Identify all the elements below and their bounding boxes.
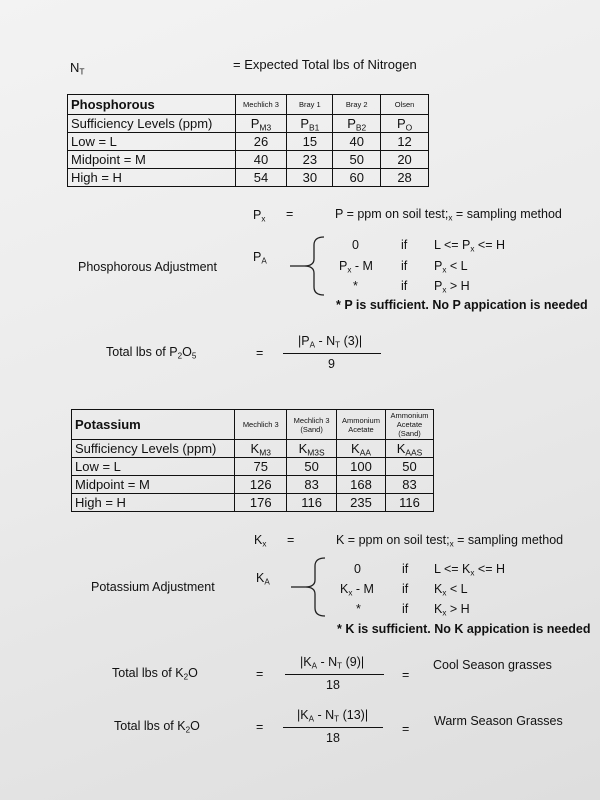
column-header: Bray 1	[287, 95, 333, 115]
case-value: 0	[354, 562, 361, 576]
table-cell: 50	[287, 458, 337, 476]
case-condition: $L <= K_x <= H$	[434, 562, 506, 578]
table-title: Potassium	[72, 410, 235, 440]
table-row	[68, 133, 429, 151]
left-brace-icon	[288, 235, 328, 297]
column-header: Mechlich 3	[235, 410, 287, 440]
table-cell: 50	[386, 458, 434, 476]
table-cell: 15	[287, 133, 333, 151]
case-if: if	[401, 238, 408, 252]
row-label: High = H	[72, 494, 235, 512]
k2o-warm-equals: =	[256, 720, 264, 734]
table-row	[72, 440, 434, 458]
p2o5-label: Total lbs of $P_2O_5$	[106, 345, 197, 361]
column-header: Ammonium Acetate (Sand)	[386, 410, 434, 440]
k2o-warm-label: Total lbs of $K_2O$	[114, 719, 200, 735]
p2o5-equals: =	[256, 346, 264, 360]
kx-definition: K = ppm on soil $test;_x$ = sampling method	[336, 533, 564, 549]
table-cell: 75	[235, 458, 287, 476]
table-header-row	[72, 410, 434, 440]
px-definition: P = ppm on soil $test;_x$ = sampling method	[335, 207, 562, 223]
table-cell: 28	[381, 169, 429, 187]
table-cell: 100	[337, 458, 386, 476]
table-cell: 168	[337, 476, 386, 494]
warm-season-label: Warm Season Grasses	[434, 714, 563, 728]
table-cell: $K_{M3}$	[235, 440, 287, 458]
table-cell: 20	[381, 151, 429, 169]
case-value: *	[353, 279, 358, 293]
left-brace-icon	[289, 556, 329, 618]
table-cell: $K_{AAS}$	[386, 440, 434, 458]
table-cell: 50	[333, 151, 381, 169]
table-cell: 23	[287, 151, 333, 169]
case-condition: $K_x < L$	[434, 582, 468, 598]
table-row	[68, 169, 429, 187]
table-row	[72, 494, 434, 512]
case-value: $K_x$ - M	[340, 582, 374, 598]
case-if: if	[402, 582, 409, 596]
table-cell: $K_{AA}$	[337, 440, 386, 458]
table-row	[68, 115, 429, 133]
table-row	[68, 151, 429, 169]
column-header: Mechlich 3	[235, 95, 287, 115]
phosphorous-table	[67, 94, 429, 187]
table-cell: $K_{M3S}$	[287, 440, 337, 458]
column-header: Ammonium Acetate	[337, 410, 386, 440]
potassium-adjustment-label: Potassium Adjustment	[91, 580, 215, 594]
case-if: if	[401, 279, 408, 293]
kx-symbol: $K_x$	[254, 533, 267, 549]
row-label: Low = L	[68, 133, 236, 151]
k2o-cool-fraction-bar	[285, 674, 384, 675]
table-cell: 83	[287, 476, 337, 494]
row-label: Sufficiency Levels (ppm)	[72, 440, 235, 458]
table-cell: 126	[235, 476, 287, 494]
k2o-cool-equals: =	[256, 667, 264, 681]
potassium-table	[71, 409, 434, 512]
k2o-cool-equals-2: =	[402, 668, 410, 682]
pa-symbol: $P_A$	[253, 250, 267, 266]
phosphorous-adjustment-label: Phosphorous Adjustment	[78, 260, 217, 274]
table-cell: 116	[287, 494, 337, 512]
kx-equals: =	[287, 533, 295, 547]
case-if: if	[402, 602, 409, 616]
px-equals: =	[286, 207, 294, 221]
table-cell: 54	[235, 169, 287, 187]
case-condition: $K_x > H$	[434, 602, 470, 618]
p-sufficient-note: * P is sufficient. No P appication is needed	[336, 298, 588, 312]
p2o5-numerator: $|P_A - N_T$ (3)|	[298, 334, 363, 350]
case-condition: $P_x < L$	[434, 259, 468, 275]
table-row	[72, 458, 434, 476]
row-label: Sufficiency Levels (ppm)	[68, 115, 236, 133]
px-symbol: $P_x$	[253, 208, 266, 224]
table-cell: 30	[287, 169, 333, 187]
table-cell: 40	[333, 133, 381, 151]
table-cell: $P_{M3}$	[235, 115, 287, 133]
k2o-warm-equals-2: =	[402, 722, 410, 736]
k2o-cool-numerator: $|K_A - N_T$ (9)|	[300, 655, 365, 671]
ka-symbol: $K_A$	[256, 571, 270, 587]
case-if: if	[402, 562, 409, 576]
case-value: 0	[352, 238, 359, 252]
table-title: Phosphorous	[68, 95, 236, 115]
k2o-cool-label: Total lbs of $K_2O$	[112, 666, 198, 682]
case-value: $P_x$ - M	[339, 259, 373, 275]
table-cell: 176	[235, 494, 287, 512]
nt-symbol: $N_T$	[70, 60, 85, 77]
row-label: High = H	[68, 169, 236, 187]
k2o-cool-denominator: 18	[326, 678, 340, 692]
p2o5-fraction-bar	[283, 353, 381, 354]
table-cell: 12	[381, 133, 429, 151]
table-cell: 26	[235, 133, 287, 151]
cool-season-label: Cool Season grasses	[433, 658, 552, 672]
table-cell: $P_{B1}$	[287, 115, 333, 133]
k2o-warm-fraction-bar	[283, 727, 383, 728]
table-cell: $P_O$	[381, 115, 429, 133]
row-label: Low = L	[72, 458, 235, 476]
table-cell: 116	[386, 494, 434, 512]
case-condition: $L <= P_x <= H$	[434, 238, 506, 254]
table-header-row	[68, 95, 429, 115]
case-if: if	[401, 259, 408, 273]
p2o5-denominator: 9	[328, 357, 335, 371]
k2o-warm-denominator: 18	[326, 731, 340, 745]
row-label: Midpoint = M	[68, 151, 236, 169]
table-cell: 83	[386, 476, 434, 494]
table-row	[72, 476, 434, 494]
column-header: Mechlich 3 (Sand)	[287, 410, 337, 440]
k2o-warm-numerator: $|K_A - N_T$ (13)|	[297, 708, 369, 724]
table-cell: 40	[235, 151, 287, 169]
column-header: Bray 2	[333, 95, 381, 115]
k-sufficient-note: * K is sufficient. No K appication is needed	[337, 622, 591, 636]
table-cell: 235	[337, 494, 386, 512]
case-value: *	[356, 602, 361, 616]
table-cell: 60	[333, 169, 381, 187]
table-cell: $P_{B2}$	[333, 115, 381, 133]
nt-definition: = Expected Total lbs of Nitrogen	[233, 57, 417, 72]
column-header: Olsen	[381, 95, 429, 115]
row-label: Midpoint = M	[72, 476, 235, 494]
case-condition: $P_x > H$	[434, 279, 470, 295]
